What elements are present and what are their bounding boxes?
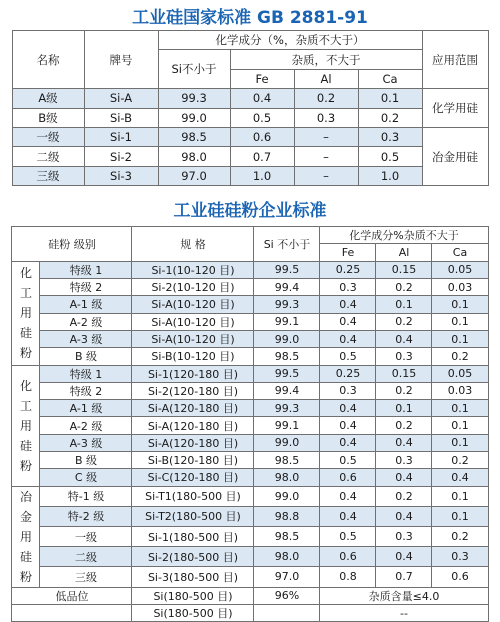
row-al: 0.3 xyxy=(376,526,432,546)
row-al: – xyxy=(294,127,358,146)
row-name: 三级 xyxy=(12,166,84,185)
row-fe: 0.25 xyxy=(320,365,376,382)
row-impurity: -- xyxy=(320,604,488,621)
header-si: Si不小于 xyxy=(158,50,230,89)
row-grade: A-2 级 xyxy=(40,417,132,434)
header-ca: Ca xyxy=(358,69,422,88)
row-ca: 0.6 xyxy=(432,567,488,587)
row-si: 96% xyxy=(254,587,320,604)
table-row xyxy=(12,261,488,278)
row-grade: Si-1 xyxy=(84,127,158,146)
row-ca: 0.3 xyxy=(432,547,488,567)
row-ca: 0.5 xyxy=(358,147,422,166)
row-fe: 0.5 xyxy=(320,451,376,468)
table-row xyxy=(12,547,488,567)
table-row xyxy=(12,486,488,506)
row-grade: 低品位 xyxy=(12,587,132,604)
row-name: A级 xyxy=(12,89,84,108)
row-si: 99.4 xyxy=(254,279,320,296)
row-al: 0.4 xyxy=(376,330,432,347)
row-fe: 0.5 xyxy=(230,108,294,127)
row-si: 99.0 xyxy=(254,330,320,347)
row-al: 0.2 xyxy=(376,486,432,506)
row-spec: Si-A(120-180 目) xyxy=(132,400,254,417)
row-ca: 0.05 xyxy=(432,261,488,278)
row-fe: 0.6 xyxy=(320,469,376,486)
row-impurity: 杂质含量≤4.0 xyxy=(320,587,488,604)
row-ca: 0.1 xyxy=(432,434,488,451)
row-ca: 0.2 xyxy=(432,526,488,546)
row-grade: Si-A xyxy=(84,89,158,108)
row-grade: Si-B xyxy=(84,108,158,127)
table-row-low xyxy=(12,587,488,604)
table-row xyxy=(12,108,488,127)
row-al: 0.2 xyxy=(294,89,358,108)
row-si: 99.1 xyxy=(254,313,320,330)
row-grade: 一级 xyxy=(40,526,132,546)
table-row xyxy=(12,313,488,330)
row-grade: 特级 2 xyxy=(40,279,132,296)
row-al: 0.2 xyxy=(376,313,432,330)
table2-body xyxy=(12,261,488,621)
row-spec: Si-B(10-120 目) xyxy=(132,348,254,365)
table-row xyxy=(12,506,488,526)
row-fe: 0.6 xyxy=(320,547,376,567)
row-si: 99.5 xyxy=(254,365,320,382)
header-si: Si 不小于 xyxy=(254,227,320,262)
header-name: 名称 xyxy=(12,31,84,89)
row-si: 99.3 xyxy=(254,400,320,417)
row-spec: Si-A(120-180 目) xyxy=(132,434,254,451)
national-standard-table xyxy=(12,30,489,186)
row-al: – xyxy=(294,166,358,185)
row-fe: 0.4 xyxy=(320,506,376,526)
row-grade: 二级 xyxy=(40,547,132,567)
header-al: Al xyxy=(294,69,358,88)
row-spec: Si-T2(180-500 目) xyxy=(132,506,254,526)
row-ca: 0.3 xyxy=(358,127,422,146)
row-spec: Si-A(120-180 目) xyxy=(132,417,254,434)
table-row xyxy=(12,365,488,382)
row-grade: Si-3 xyxy=(84,166,158,185)
row-fe: 0.7 xyxy=(230,147,294,166)
row-al: 0.4 xyxy=(376,434,432,451)
row-spec: Si-T1(180-500 目) xyxy=(132,486,254,506)
row-ca: 0.1 xyxy=(432,296,488,313)
table-row xyxy=(12,526,488,546)
header-chem: 化学成分（%，杂质不大于） xyxy=(158,31,422,50)
row-ca: 1.0 xyxy=(358,166,422,185)
row-grade: 特级 1 xyxy=(40,365,132,382)
row-grade: 特-1 级 xyxy=(40,486,132,506)
group-label: 冶 金 用 硅 粉 xyxy=(12,486,40,587)
row-si: 99.0 xyxy=(254,434,320,451)
table-row xyxy=(12,382,488,399)
row-ca: 0.2 xyxy=(432,348,488,365)
row-grade: 特级 1 xyxy=(40,261,132,278)
header-ca: Ca xyxy=(432,244,488,261)
row-al: 0.3 xyxy=(376,451,432,468)
row-al: 0.4 xyxy=(376,469,432,486)
row-spec: Si(180-500 目) xyxy=(132,604,254,621)
row-spec: Si-3(180-500 目) xyxy=(132,567,254,587)
row-al: – xyxy=(294,147,358,166)
header-chem: 化学成分%杂质不大于 xyxy=(320,227,488,244)
table-row-last xyxy=(12,604,488,621)
row-spec: Si-2(180-500 目) xyxy=(132,547,254,567)
row-ca: 0.1 xyxy=(432,486,488,506)
row-spec: Si-C(120-180 目) xyxy=(132,469,254,486)
table-row xyxy=(12,469,488,486)
row-fe: 0.3 xyxy=(320,382,376,399)
row-si: 98.5 xyxy=(254,348,320,365)
row-grade: Si-2 xyxy=(84,147,158,166)
row-grade: A-1 级 xyxy=(40,400,132,417)
row-grade: 三级 xyxy=(40,567,132,587)
row-si: 98.8 xyxy=(254,506,320,526)
row-fe: 0.4 xyxy=(230,89,294,108)
row-fe: 1.0 xyxy=(230,166,294,185)
row-al: 0.15 xyxy=(376,261,432,278)
header-grade: 牌号 xyxy=(84,31,158,89)
row-al: 0.3 xyxy=(376,348,432,365)
row-grade: B 级 xyxy=(40,451,132,468)
group-label: 化 工 用 硅 粉 xyxy=(12,261,40,365)
row-ca: 0.1 xyxy=(432,330,488,347)
row-spec: Si(180-500 目) xyxy=(132,587,254,604)
table-row xyxy=(12,330,488,347)
row-spec: Si-A(10-120 目) xyxy=(132,313,254,330)
row-si: 99.5 xyxy=(254,261,320,278)
row-spec: Si-A(10-120 目) xyxy=(132,330,254,347)
row-grade: C 级 xyxy=(40,469,132,486)
row-al: 0.15 xyxy=(376,365,432,382)
row-al: 0.2 xyxy=(376,279,432,296)
row-grade-empty xyxy=(12,604,132,621)
table1-title: 工业硅国家标准 GB 2881-91 xyxy=(132,8,368,28)
row-si: 99.3 xyxy=(254,296,320,313)
header-fe: Fe xyxy=(230,69,294,88)
table-row xyxy=(12,417,488,434)
row-si: 99.3 xyxy=(158,89,230,108)
row-fe: 0.8 xyxy=(320,567,376,587)
row-spec: Si-1(180-500 目) xyxy=(132,526,254,546)
row-ca: 0.03 xyxy=(432,279,488,296)
header-fe: Fe xyxy=(320,244,376,261)
table-row xyxy=(12,451,488,468)
table2-title: 工业硅硅粉企业标准 xyxy=(173,201,327,222)
table-row xyxy=(12,147,488,166)
row-al: 0.4 xyxy=(376,547,432,567)
row-fe: 0.5 xyxy=(320,348,376,365)
row-si: 98.5 xyxy=(254,526,320,546)
row-si: 99.0 xyxy=(158,108,230,127)
row-grade: A-1 级 xyxy=(40,296,132,313)
row-fe: 0.4 xyxy=(320,434,376,451)
row-ca: 0.1 xyxy=(358,89,422,108)
row-al: 0.2 xyxy=(376,382,432,399)
row-ca: 0.2 xyxy=(432,451,488,468)
row-si: 98.0 xyxy=(254,469,320,486)
row-al: 0.3 xyxy=(294,108,358,127)
header-impurity: 杂质，不大于 xyxy=(230,50,422,69)
row-al: 0.2 xyxy=(376,417,432,434)
table-row xyxy=(12,296,488,313)
row-si: 97.0 xyxy=(158,166,230,185)
row-al: 0.1 xyxy=(376,400,432,417)
row-ca: 0.03 xyxy=(432,382,488,399)
row-al: 0.1 xyxy=(376,296,432,313)
row-al: 0.4 xyxy=(376,506,432,526)
app-metallurgical: 冶金用硅 xyxy=(422,127,488,185)
row-fe: 0.4 xyxy=(320,486,376,506)
row-si-empty xyxy=(254,604,320,621)
row-fe: 0.4 xyxy=(320,400,376,417)
row-si: 97.0 xyxy=(254,567,320,587)
row-si: 98.5 xyxy=(254,451,320,468)
row-grade: 特级 2 xyxy=(40,382,132,399)
table-row xyxy=(12,166,488,185)
row-si: 98.5 xyxy=(158,127,230,146)
row-ca: 0.2 xyxy=(358,108,422,127)
row-si: 98.0 xyxy=(254,547,320,567)
row-fe: 0.4 xyxy=(320,417,376,434)
row-si: 98.0 xyxy=(158,147,230,166)
row-ca: 0.4 xyxy=(432,469,488,486)
row-fe: 0.4 xyxy=(320,313,376,330)
row-si: 99.1 xyxy=(254,417,320,434)
table-row xyxy=(12,400,488,417)
header-spec: 规 格 xyxy=(132,227,254,262)
row-grade: B 级 xyxy=(40,348,132,365)
table-row xyxy=(12,127,488,146)
row-grade: 特-2 级 xyxy=(40,506,132,526)
row-name: B级 xyxy=(12,108,84,127)
row-spec: Si-B(120-180 目) xyxy=(132,451,254,468)
table-row xyxy=(12,567,488,587)
row-name: 二级 xyxy=(12,147,84,166)
app-chemical: 化学用硅 xyxy=(422,89,488,128)
group-label: 化 工 用 硅 粉 xyxy=(12,365,40,486)
table-row xyxy=(12,89,488,108)
header-app: 应用范围 xyxy=(422,31,488,89)
row-grade: A-3 级 xyxy=(40,434,132,451)
header-grade: 硅粉 级别 xyxy=(12,227,132,262)
row-grade: A-2 级 xyxy=(40,313,132,330)
row-fe: 0.25 xyxy=(320,261,376,278)
row-spec: Si-2(10-120 目) xyxy=(132,279,254,296)
row-fe: 0.4 xyxy=(320,330,376,347)
row-si: 99.4 xyxy=(254,382,320,399)
header-al: Al xyxy=(376,244,432,261)
table-row xyxy=(12,348,488,365)
row-ca: 0.1 xyxy=(432,506,488,526)
table-row xyxy=(12,434,488,451)
row-spec: Si-1(10-120 目) xyxy=(132,261,254,278)
row-grade: A-3 级 xyxy=(40,330,132,347)
row-al: 0.7 xyxy=(376,567,432,587)
row-ca: 0.1 xyxy=(432,313,488,330)
row-fe: 0.3 xyxy=(320,279,376,296)
row-ca: 0.05 xyxy=(432,365,488,382)
row-fe: 0.6 xyxy=(230,127,294,146)
row-fe: 0.4 xyxy=(320,296,376,313)
row-si: 99.0 xyxy=(254,486,320,506)
row-ca: 0.1 xyxy=(432,400,488,417)
enterprise-standard-table xyxy=(11,226,488,622)
row-spec: Si-2(120-180 目) xyxy=(132,382,254,399)
row-fe: 0.5 xyxy=(320,526,376,546)
row-spec: Si-A(10-120 目) xyxy=(132,296,254,313)
row-spec: Si-1(120-180 目) xyxy=(132,365,254,382)
row-ca: 0.1 xyxy=(432,417,488,434)
table-row xyxy=(12,279,488,296)
row-name: 一级 xyxy=(12,127,84,146)
